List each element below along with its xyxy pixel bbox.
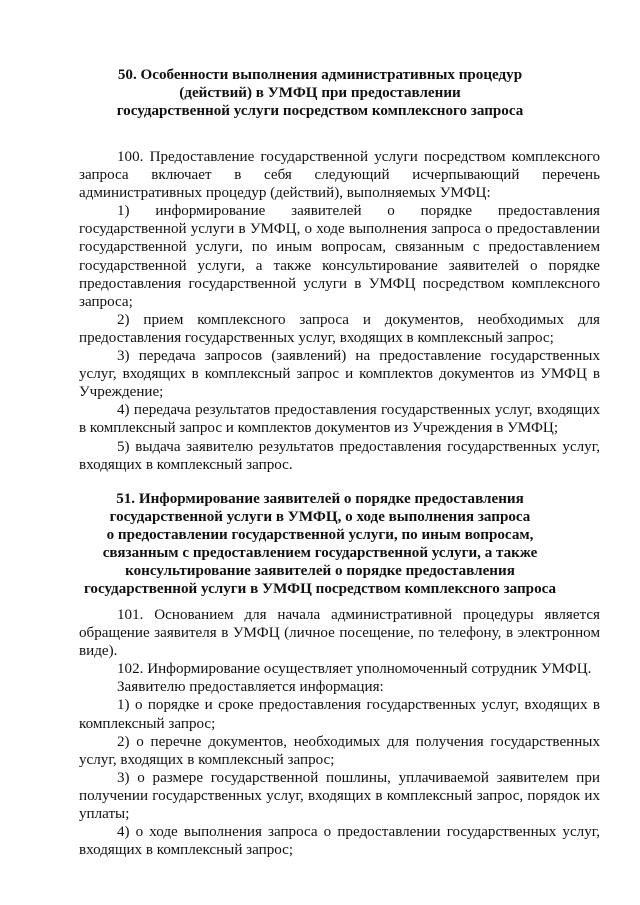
- paragraph-100: 100. Предоставление государственной услуги посредством комплексного запроса включает в себя следующий исчерпывающий перечень административных процедур (действий), выполняемых УМФЦ:: [79, 149, 600, 202]
- info-item-3: 3) о размере государственной пошлины, уплачиваемой заявителем при получении государственных услуг, входящих в комплексный запрос, порядок их уплаты;: [79, 769, 600, 823]
- paragraph-102: 102. Информирование осуществляет уполномоченный сотрудник УМФЦ.: [117, 661, 592, 678]
- section-51-heading-line: связанным с предоставлением государственной услуги, а также: [102, 545, 538, 562]
- section-50-heading-line: государственной услуги посредством комплексного запроса: [116, 103, 524, 120]
- section-50-heading: [0, 66, 640, 120]
- section-51-body: [79, 606, 600, 859]
- section-51-heading-line: о предоставлении государственной услуги, по иным вопросам,: [106, 527, 534, 544]
- list-item-2: 2) прием комплексного запроса и документов, необходимых для предоставления государственных услуг, входящих в комплексный запрос;: [79, 311, 600, 346]
- section-51-heading-line: государственной услуги в УМФЦ посредством комплексного запроса: [83, 581, 557, 598]
- info-item-4: 4) о ходе выполнения запроса о предоставлении государственных услуг, входящих в комплексный запрос;: [79, 824, 600, 859]
- paragraph-101: 101. Основанием для начала административной процедуры является обращение заявителя в УМФЦ (личное посещение, по телефону, в электронном виде).: [79, 607, 600, 660]
- list-item-1: 1) информирование заявителей о порядке предоставления государственной услуги в УМФЦ, о ходе выполнения запроса о предоставлении государственной услуги, по иным вопросам, связанным с предоставлением государственной услуги, а также консультирование заявителей о порядке предоставления государственной услуги в УМФЦ посредством комплексного запроса;: [79, 203, 600, 310]
- section-51-heading-line: государственной услуги в УМФЦ, о ходе выполнения запроса: [109, 509, 531, 526]
- info-intro: Заявителю предоставляется информация:: [117, 679, 384, 696]
- list-item-4: 4) передача результатов предоставления государственных услуг, входящих в комплексный запрос и комплектов документов из Учреждения в УМФЦ;: [79, 402, 600, 437]
- section-51-heading: [0, 490, 640, 599]
- info-item-2: 2) о перечне документов, необходимых для получения государственных услуг, входящих в комплексный запрос;: [79, 733, 600, 768]
- section-51-heading-line: консультирование заявителей о порядке предоставления: [125, 563, 515, 580]
- section-50-body: [79, 148, 600, 474]
- list-item-5: 5) выдача заявителю результатов предоставления государственных услуг, входящих в комплексный запрос.: [79, 438, 600, 473]
- section-50-heading-line: (действий) в УМФЦ при предоставлении: [179, 85, 461, 102]
- section-50-heading-line: 50. Особенности выполнения административных процедур: [117, 67, 523, 83]
- section-51-heading-line: 51. Информирование заявителей о порядке предоставления: [116, 491, 524, 507]
- info-item-1: 1) о порядке и сроке предоставления государственных услуг, входящих в комплексный запрос;: [79, 697, 600, 732]
- list-item-3: 3) передача запросов (заявлений) на предоставление государственных услуг, входящих в комплексный запрос и комплектов документов из УМФЦ в Учреждение;: [79, 348, 600, 401]
